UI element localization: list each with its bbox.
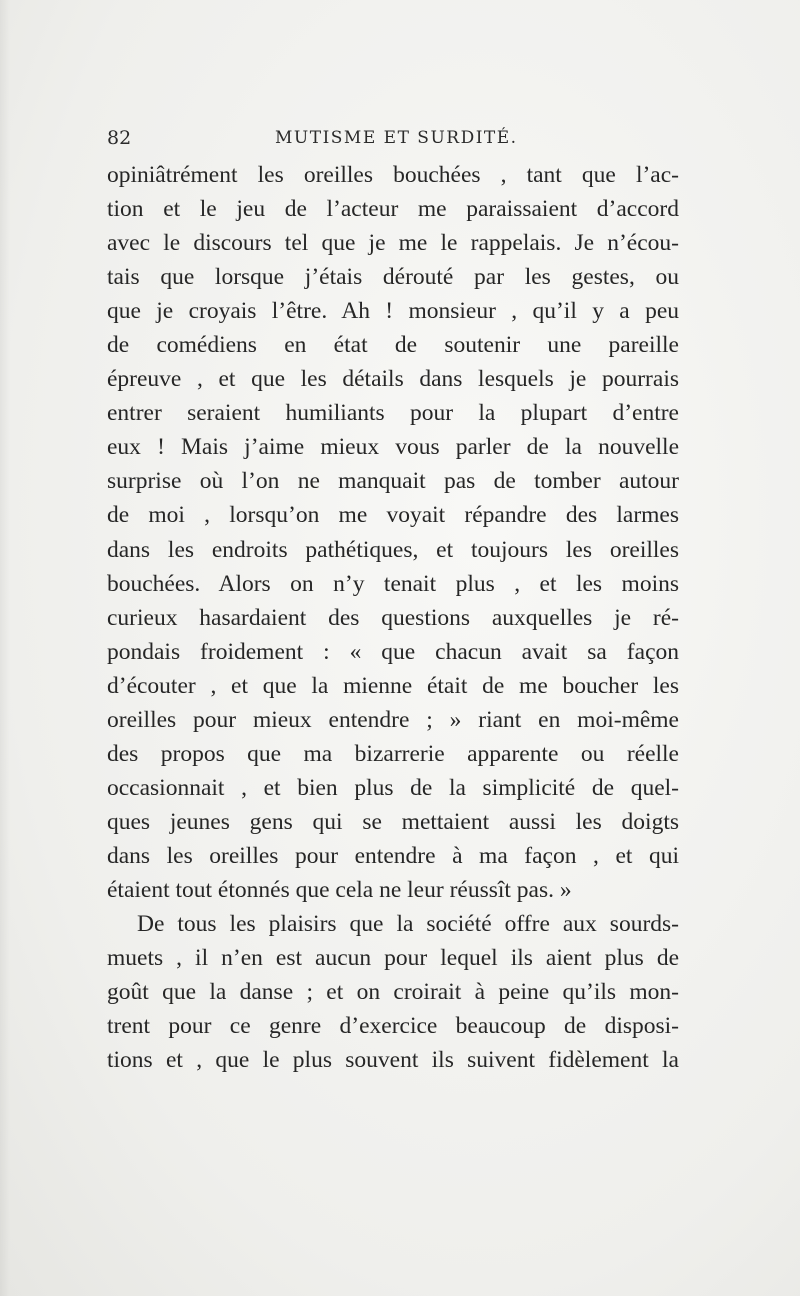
text-line: avec le discours tel que je me le rappelais. Je n’écou- (107, 230, 679, 257)
text-line: opiniâtrément les oreilles bouchées , tant que l’ac- (107, 162, 679, 188)
text-line: dans les oreilles pour entendre à ma façon , et qui (107, 842, 679, 869)
text-line: occasionnait , et bien plus de la simplicité de quel- (107, 774, 679, 801)
text-line: entrer seraient humiliants pour la plupart d’entre (107, 400, 679, 427)
text-line: oreilles pour mieux entendre ; » riant en moi-même (107, 706, 679, 733)
page-number: 82 (107, 127, 132, 149)
text-line: ques jeunes gens qui se mettaient aussi les doigts (107, 808, 679, 835)
running-title: MUTISME ET SURDITÉ. (275, 128, 518, 148)
text-line: goût que la danse ; et on croirait à peine qu’ils mon- (107, 979, 679, 1006)
text-line: pondais froidement : « que chacun avait sa façon (107, 638, 679, 665)
text-line: muets , il n’en est aucun pour lequel ils aient plus de (107, 945, 679, 972)
text-line: des propos que ma bizarrerie apparente ou réelle (107, 740, 679, 767)
text-line: eux ! Mais j’aime mieux vous parler de la nouvelle (107, 434, 679, 461)
text-line: surprise où l’on ne manquait pas de tomber autour (107, 468, 679, 495)
text-line: trent pour ce genre d’exercice beaucoup de disposi- (107, 1013, 679, 1040)
text-line: bouchées. Alors on n’y tenait plus , et les moins (107, 570, 679, 597)
text-line: tions et , que le plus souvent ils suivent fidèlement la (107, 1047, 679, 1074)
text-line: curieux hasardaient des questions auxquelles je ré- (107, 604, 679, 631)
text-line: tion et le jeu de l’acteur me paraissaient d’accord (107, 196, 679, 223)
page-gutter-shadow (0, 0, 10, 1296)
text-line: d’écouter , et que la mienne était de me boucher les (107, 672, 679, 699)
body-text (107, 158, 679, 1077)
running-header (107, 126, 679, 150)
text-line: dans les endroits pathétiques, et toujours les oreilles (107, 536, 679, 563)
text-line: épreuve , et que les détails dans lesquels je pourrais (107, 366, 679, 393)
text-line: de moi , lorsqu’on me voyait répandre des larmes (107, 502, 679, 529)
paragraph-end-line: étaient tout étonnés que cela ne leur réussît pas. » (107, 876, 572, 903)
paragraph-start-line: De tous les plaisirs que la société offre aux sourds- (137, 911, 679, 938)
text-line: de comédiens en état de soutenir une pareille (107, 332, 679, 359)
text-line: tais que lorsque j’étais dérouté par les gestes, ou (107, 264, 679, 291)
text-line: que je croyais l’être. Ah ! monsieur , qu’il y a peu (107, 298, 679, 325)
